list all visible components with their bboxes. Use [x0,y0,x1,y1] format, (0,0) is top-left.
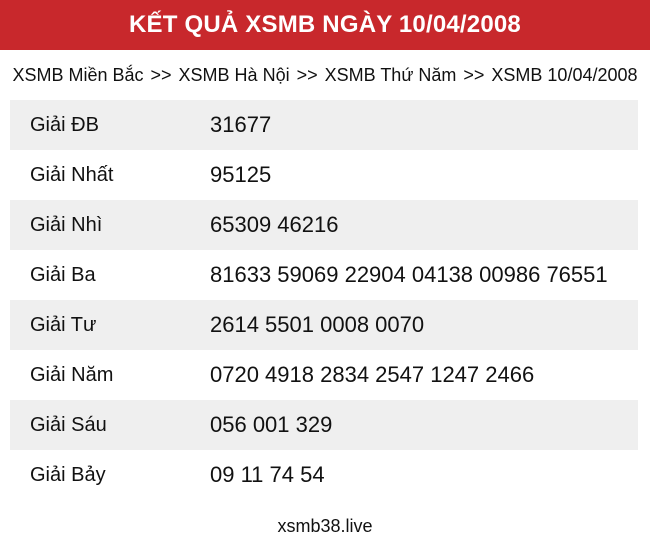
prize-label: Giải ĐB [30,113,99,136]
table-row-giai-tu [10,300,638,350]
breadcrumb-item-thu-nam[interactable]: XSMB Thứ Năm [324,64,457,85]
prize-label: Giải Tư [30,313,97,336]
prize-numbers: 65309 46216 [210,212,339,237]
prize-numbers: 31677 [210,112,272,137]
table-row-giai-nam [10,350,638,400]
prize-label: Giải Ba [30,263,96,286]
site-link[interactable]: xsmb38.live [277,516,373,536]
footer [0,516,650,537]
prize-numbers: 81633 59069 22904 04138 00986 76551 [210,262,608,287]
breadcrumb-item-mien-bac[interactable]: XSMB Miền Bắc [12,64,144,85]
breadcrumb-separator: >> [296,64,318,85]
results-table [10,100,638,500]
prize-label: Giải Năm [30,363,114,386]
breadcrumb-separator: >> [150,64,172,85]
prize-label: Giải Bảy [30,463,106,486]
prize-numbers: 95125 [210,162,272,187]
table-row-giai-ba [10,250,638,300]
prize-numbers: 09 11 74 54 [210,462,325,487]
table-row-giai-bay [10,450,638,500]
table-row-giai-sau [10,400,638,450]
page-title: KẾT QUẢ XSMB NGÀY 10/04/2008 [0,0,650,50]
prize-label: Giải Nhất [30,163,114,186]
table-row-giai-nhat [10,150,638,200]
prize-numbers: 0720 4918 2834 2547 1247 2466 [210,362,535,387]
prize-label: Giải Sáu [30,413,107,436]
breadcrumb-item-date[interactable]: XSMB 10/04/2008 [491,64,638,85]
table-row-giai-db [10,100,638,150]
prize-label: Giải Nhì [30,213,103,236]
breadcrumb-item-ha-noi[interactable]: XSMB Hà Nội [178,64,290,85]
table-row-giai-nhi [10,200,638,250]
prize-numbers: 056 001 329 [210,412,333,437]
breadcrumb-separator: >> [463,64,485,85]
prize-numbers: 2614 5501 0008 0070 [210,312,425,337]
breadcrumb [0,50,650,100]
